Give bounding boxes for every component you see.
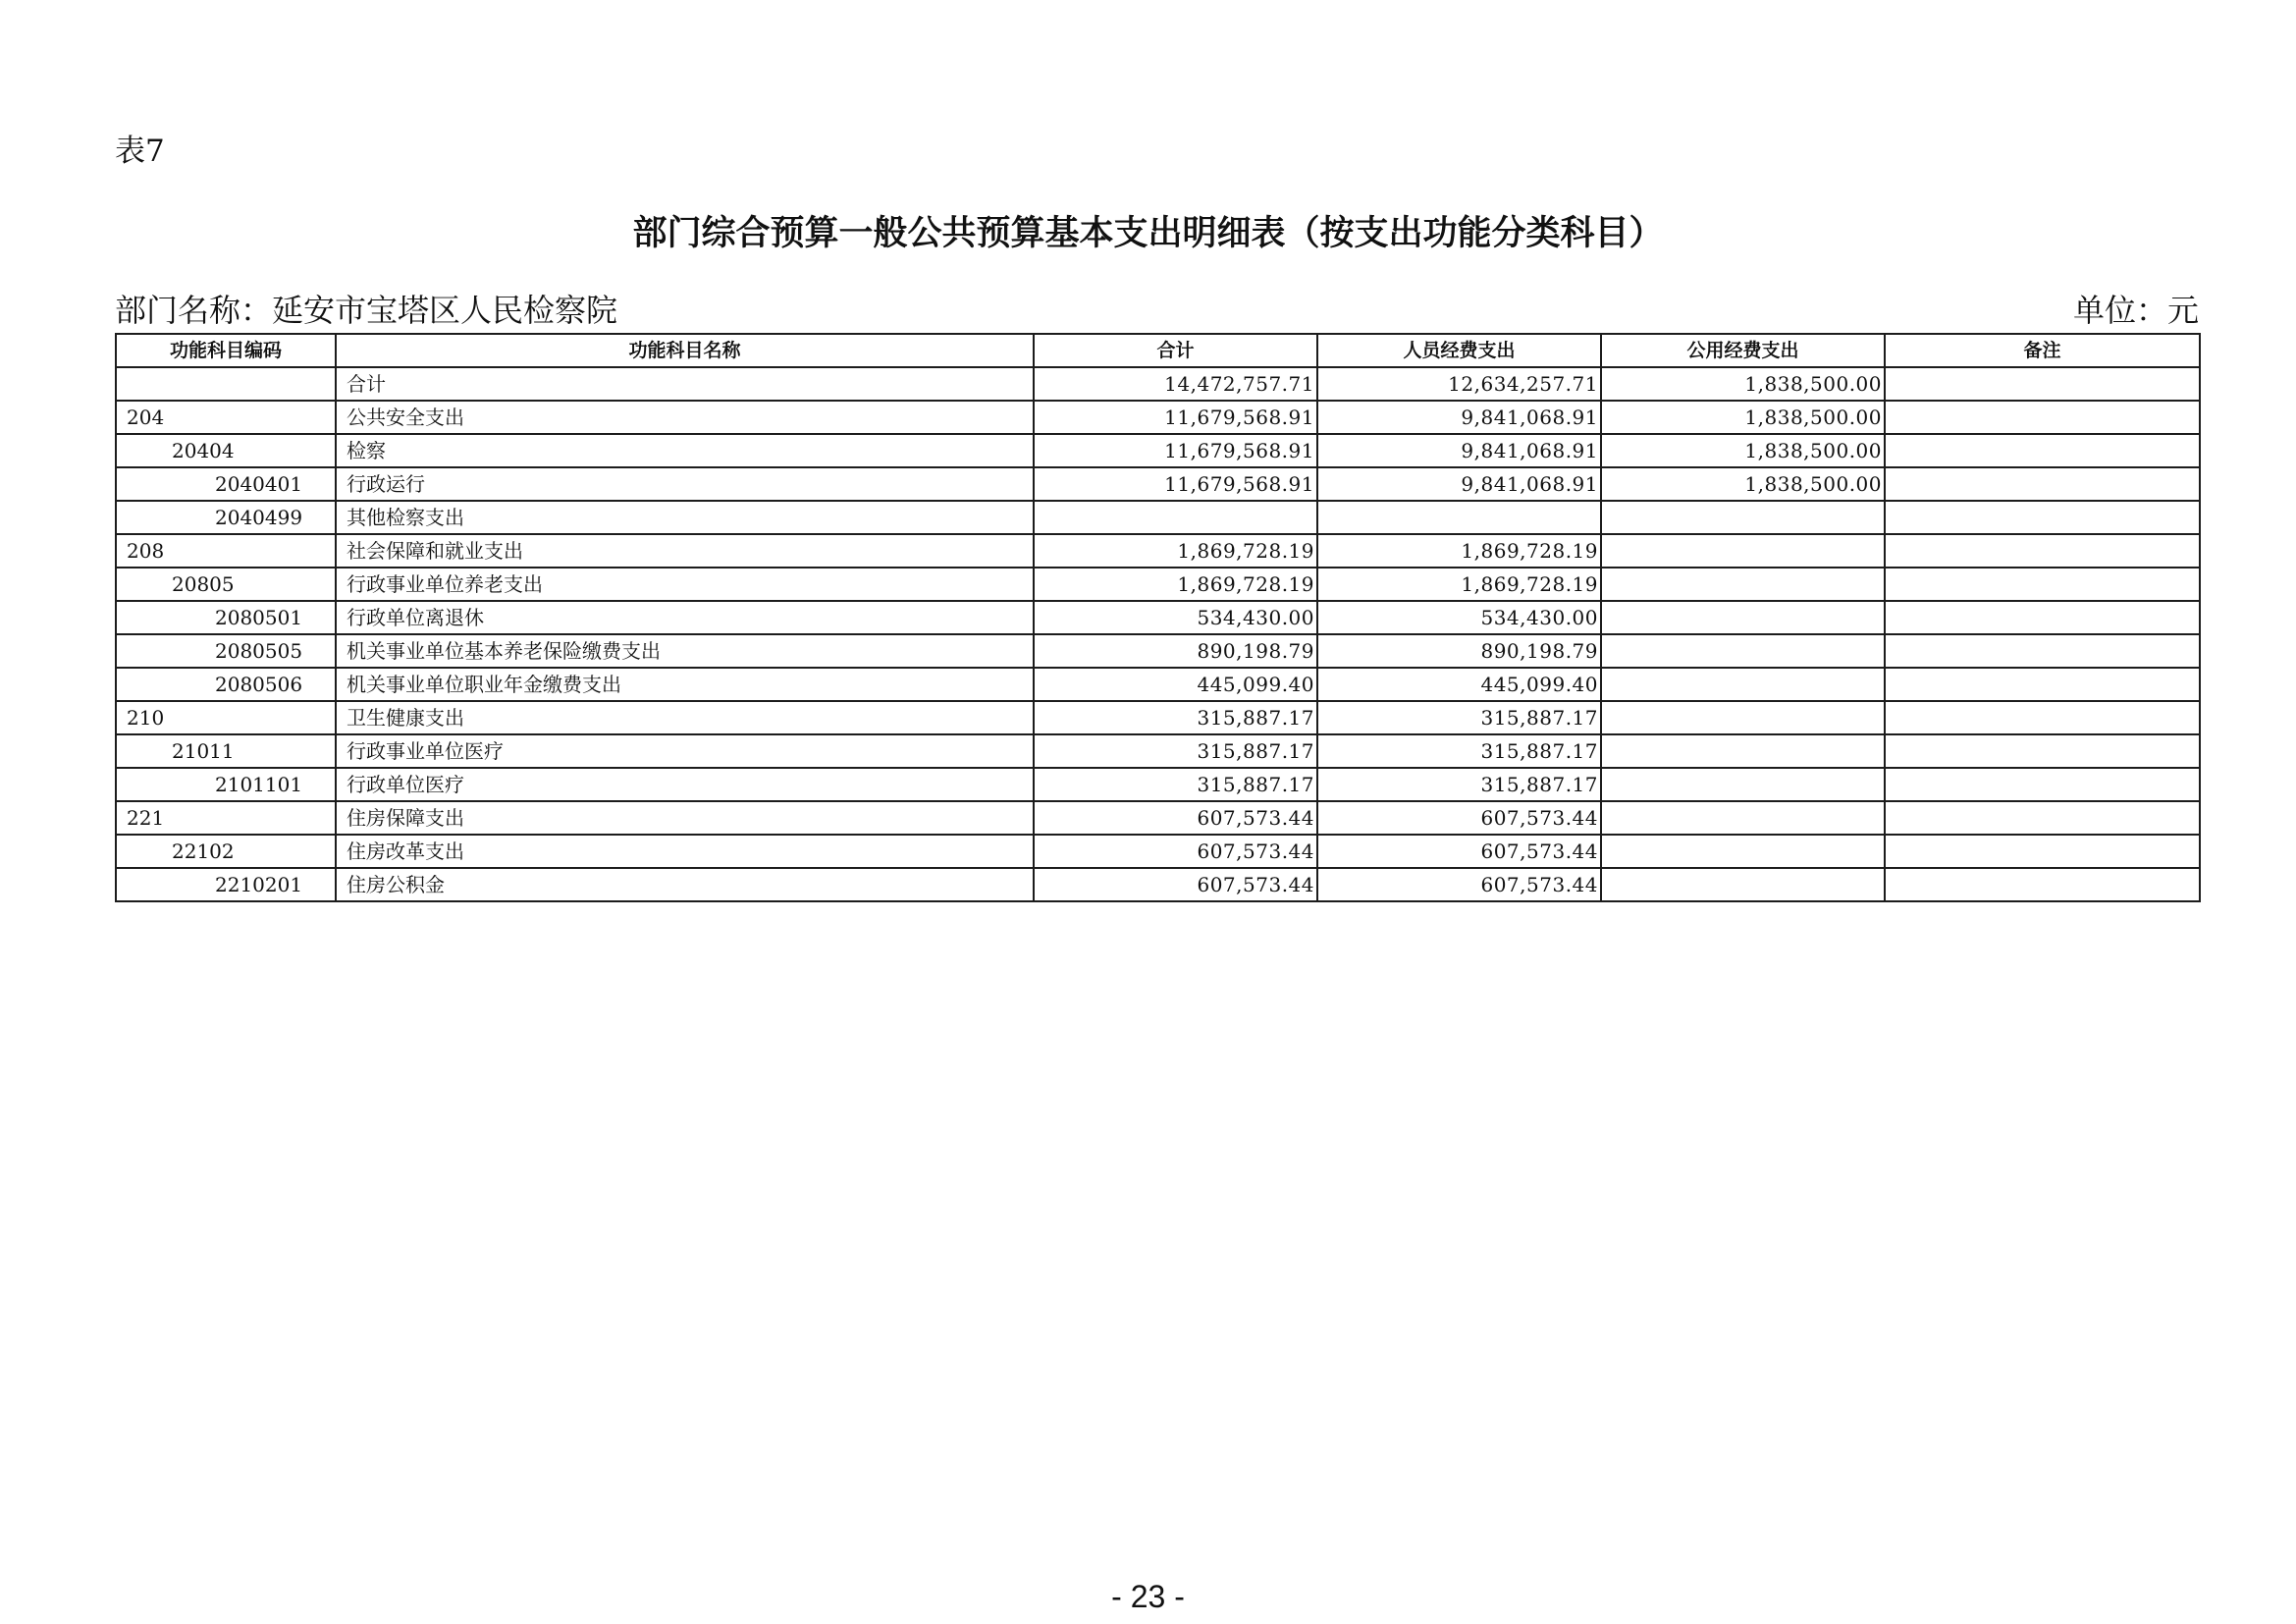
row-name: 机关事业单位基本养老保险缴费支出 (336, 634, 1034, 668)
row-personnel: 1,869,728.19 (1317, 534, 1601, 568)
row-note (1885, 401, 2200, 434)
row-personnel: 445,099.40 (1317, 668, 1601, 701)
row-total: 11,679,568.91 (1034, 434, 1317, 467)
row-code: 20805 (116, 568, 336, 601)
header-total: 合计 (1034, 334, 1317, 367)
row-note (1885, 734, 2200, 768)
table-row (116, 534, 2200, 568)
row-public (1601, 534, 1885, 568)
row-personnel: 315,887.17 (1317, 734, 1601, 768)
row-note (1885, 668, 2200, 701)
row-code: 21011 (116, 734, 336, 768)
row-public (1601, 868, 1885, 901)
row-name: 公共安全支出 (336, 401, 1034, 434)
row-name: 行政事业单位养老支出 (336, 568, 1034, 601)
row-note (1885, 568, 2200, 601)
row-personnel: 1,869,728.19 (1317, 568, 1601, 601)
table-row (116, 434, 2200, 467)
row-total: 607,573.44 (1034, 801, 1317, 835)
row-public (1601, 835, 1885, 868)
row-personnel: 315,887.17 (1317, 701, 1601, 734)
row-code: 22102 (116, 835, 336, 868)
row-total: 11,679,568.91 (1034, 467, 1317, 501)
row-note (1885, 634, 2200, 668)
row-code: 20404 (116, 434, 336, 467)
row-public: 1,838,500.00 (1601, 367, 1885, 401)
row-note (1885, 534, 2200, 568)
table-row (116, 801, 2200, 835)
table-row (116, 835, 2200, 868)
row-note (1885, 367, 2200, 401)
row-note (1885, 701, 2200, 734)
row-code (116, 367, 336, 401)
table-row (116, 668, 2200, 701)
row-total: 1,869,728.19 (1034, 568, 1317, 601)
row-note (1885, 868, 2200, 901)
row-note (1885, 434, 2200, 467)
row-code: 210 (116, 701, 336, 734)
row-personnel: 9,841,068.91 (1317, 467, 1601, 501)
row-public (1601, 601, 1885, 634)
row-name: 住房保障支出 (336, 801, 1034, 835)
row-public: 1,838,500.00 (1601, 467, 1885, 501)
row-total: 607,573.44 (1034, 835, 1317, 868)
table-row (116, 868, 2200, 901)
row-total: 607,573.44 (1034, 868, 1317, 901)
row-note (1885, 768, 2200, 801)
table-row (116, 601, 2200, 634)
row-public (1601, 568, 1885, 601)
page-number: - 23 - (1111, 1579, 1185, 1614)
row-total: 1,869,728.19 (1034, 534, 1317, 568)
row-total: 315,887.17 (1034, 768, 1317, 801)
row-code: 208 (116, 534, 336, 568)
row-total: 14,472,757.71 (1034, 367, 1317, 401)
row-note (1885, 467, 2200, 501)
row-name: 行政单位离退休 (336, 601, 1034, 634)
row-name: 其他检察支出 (336, 501, 1034, 534)
row-name: 行政事业单位医疗 (336, 734, 1034, 768)
row-public: 1,838,500.00 (1601, 401, 1885, 434)
header-public: 公用经费支出 (1601, 334, 1885, 367)
page-title: 部门综合预算一般公共预算基本支出明细表（按支出功能分类科目） (632, 214, 1664, 253)
row-name: 行政运行 (336, 467, 1034, 501)
meta-row (115, 289, 2199, 332)
row-code: 2210201 (116, 868, 336, 901)
row-note (1885, 801, 2200, 835)
row-personnel: 890,198.79 (1317, 634, 1601, 668)
row-code: 2040401 (116, 467, 336, 501)
table-row (116, 501, 2200, 534)
table-label: 表7 (115, 134, 165, 169)
row-name: 住房公积金 (336, 868, 1034, 901)
row-code: 2080501 (116, 601, 336, 634)
row-name: 检察 (336, 434, 1034, 467)
department-name: 部门名称：延安市宝塔区人民检察院 (115, 292, 618, 329)
row-total: 315,887.17 (1034, 701, 1317, 734)
row-personnel: 12,634,257.71 (1317, 367, 1601, 401)
row-note (1885, 835, 2200, 868)
row-personnel: 9,841,068.91 (1317, 401, 1601, 434)
row-public: 1,838,500.00 (1601, 434, 1885, 467)
row-public (1601, 734, 1885, 768)
table-row (116, 401, 2200, 434)
row-personnel: 315,887.17 (1317, 768, 1601, 801)
row-code: 2101101 (116, 768, 336, 801)
row-personnel: 607,573.44 (1317, 868, 1601, 901)
row-public (1601, 501, 1885, 534)
row-public (1601, 634, 1885, 668)
row-code: 2080505 (116, 634, 336, 668)
row-code: 221 (116, 801, 336, 835)
row-name: 机关事业单位职业年金缴费支出 (336, 668, 1034, 701)
row-public (1601, 668, 1885, 701)
table-row (116, 701, 2200, 734)
row-personnel: 534,430.00 (1317, 601, 1601, 634)
row-total: 315,887.17 (1034, 734, 1317, 768)
row-public (1601, 768, 1885, 801)
table-row (116, 768, 2200, 801)
row-name: 合计 (336, 367, 1034, 401)
row-total: 11,679,568.91 (1034, 401, 1317, 434)
row-code: 2080506 (116, 668, 336, 701)
row-personnel: 9,841,068.91 (1317, 434, 1601, 467)
row-note (1885, 601, 2200, 634)
row-note (1885, 501, 2200, 534)
row-total: 445,099.40 (1034, 668, 1317, 701)
row-code: 2040499 (116, 501, 336, 534)
table-row (116, 467, 2200, 501)
header-personnel: 人员经费支出 (1317, 334, 1601, 367)
row-name: 卫生健康支出 (336, 701, 1034, 734)
table-header (116, 334, 2200, 367)
table-body (116, 367, 2200, 901)
row-personnel (1317, 501, 1601, 534)
row-public (1601, 801, 1885, 835)
table-row (116, 734, 2200, 768)
row-name: 住房改革支出 (336, 835, 1034, 868)
unit-label: 单位：元 (2072, 292, 2199, 329)
row-personnel: 607,573.44 (1317, 835, 1601, 868)
row-name: 社会保障和就业支出 (336, 534, 1034, 568)
header-code: 功能科目编码 (116, 334, 336, 367)
table-row (116, 568, 2200, 601)
table-row (116, 367, 2200, 401)
row-total: 890,198.79 (1034, 634, 1317, 668)
header-row (116, 334, 2200, 367)
budget-table (115, 333, 2201, 902)
row-personnel: 607,573.44 (1317, 801, 1601, 835)
row-total: 534,430.00 (1034, 601, 1317, 634)
table-row (116, 634, 2200, 668)
header-note: 备注 (1885, 334, 2200, 367)
row-code: 204 (116, 401, 336, 434)
row-total (1034, 501, 1317, 534)
header-name: 功能科目名称 (336, 334, 1034, 367)
row-public (1601, 701, 1885, 734)
row-name: 行政单位医疗 (336, 768, 1034, 801)
